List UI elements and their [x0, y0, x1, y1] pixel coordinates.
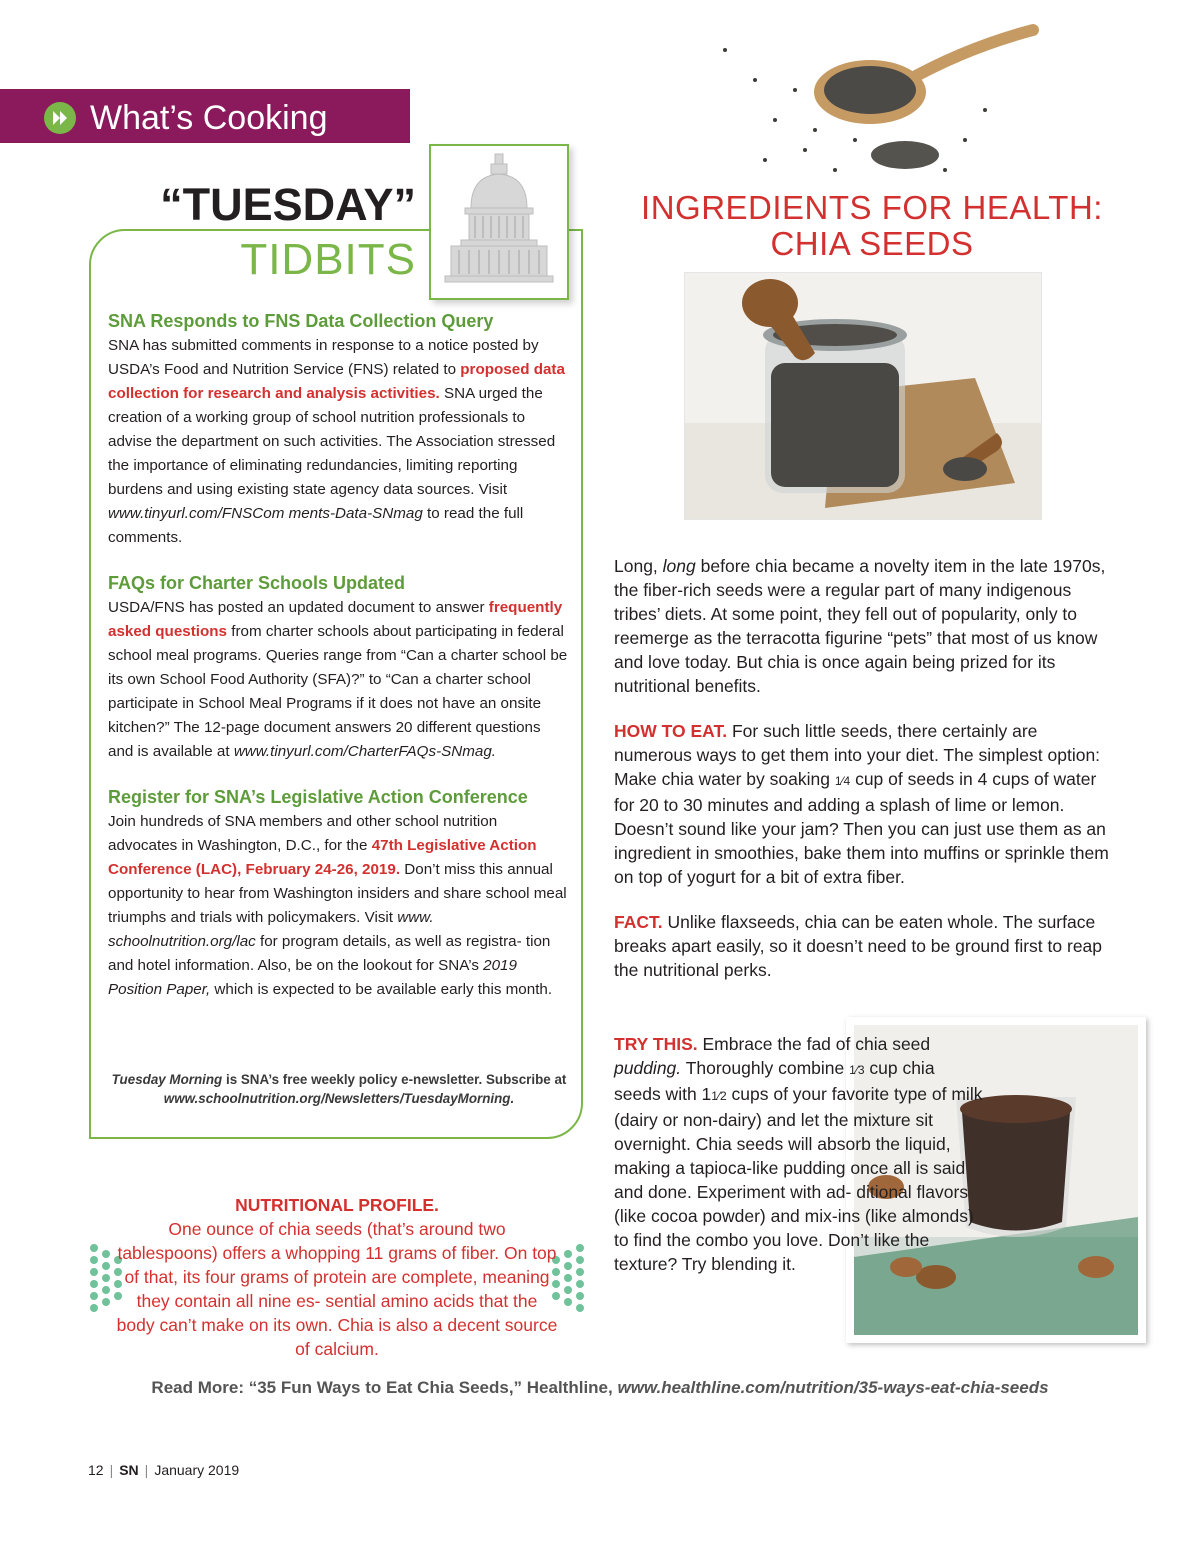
- item-heading-charter-faqs: FAQs for Charter Schools Updated: [108, 573, 406, 593]
- article-try-this: TRY THIS. Embrace the fad of chia seed pudding. Thoroughly combine 1⁄3 cup chia seeds with 11⁄2 cups of your favorite type of milk (dairy or non-dairy) and let the mixture sit overnight. Chia seeds will absorb the liquid, making a tapioca-like pudding once all is said and done. Experiment with ad- ditional flavors (like cocoa powder) and mix-ins (like almonds) to find the combo you love. Don’t like the texture? Try blending it.: [614, 1034, 983, 1274]
- position-paper-title: 2019 Position Paper,: [108, 957, 517, 998]
- nutritional-profile: [116, 1193, 558, 1361]
- tidbits-content: [108, 308, 570, 1022]
- chia-jar-photo: [684, 272, 1042, 520]
- newsletter-name: Tuesday Morning: [111, 1072, 223, 1087]
- section-title: What’s Cooking: [90, 99, 328, 137]
- fast-forward-icon: [44, 102, 76, 134]
- nutritional-profile-heading: NUTRITIONAL PROFILE.: [235, 1195, 439, 1215]
- read-more: Read More: “35 Fun Ways to Eat Chia Seeds,” Healthline, www.healthline.com/nutrition/35-ways-eat-chia-seeds: [151, 1378, 1049, 1397]
- item-body-charter-faqs: USDA/FNS has posted an updated document to answer frequently asked questions from charter schools about participating in federal school meal programs. Queries range from “Can a charter school be its own School Food Authority (SFA)?” to “Can a charter school participate in School Meal Programs if it does not have an onsite kitchen?” The 12-page document answers 20 different questions and is available at www.tinyurl.com/CharterFAQs-SNmag.: [108, 599, 568, 760]
- item-body-lac: Join hundreds of SNA members and other school nutrition advocates in Washington, D.C., for the 47th Legislative Action Conference (LAC), February 24-26, 2019. Don’t miss this annual opportunity to hear from Washington insiders and share school meal triumphs and trials with policymakers. Visit www. schoolnutrition.org/lac for program details, as well as registra- tion and hotel information. Also, be on the lookout for SNA’s 2019 Position Paper, which is expected to be available early this month.: [108, 813, 567, 998]
- article-fact: FACT. Unlike flaxseeds, chia can be eaten whole. The surface breaks apart easily, so it doesn’t need to be ground first to reap the nutritional perks.: [614, 912, 1103, 980]
- link-lac[interactable]: 47th Legislative Action Conference (LAC), February 24-26, 2019.: [108, 837, 537, 878]
- url-fns-comments[interactable]: www.tinyurl.com/FNSCom ments-Data-SNmag: [108, 505, 423, 522]
- url-lac[interactable]: www. schoolnutrition.org/lac: [108, 909, 434, 950]
- nutritional-profile-text: One ounce of chia seeds (that’s around two tablespoons) offers a whopping 11 grams of fiber. On top of that, its four grams of protein are complete, meaning they contain all nine es- sential amino acids that the body can’t make on its own. Chia is also a decent source of calcium.: [116, 1219, 558, 1359]
- read-more-url[interactable]: www.healthline.com/nutrition/35-ways-eat-chia-seeds: [617, 1378, 1049, 1397]
- tidbits-title-line2: TIDBITS: [240, 235, 416, 284]
- issue-date: January 2019: [154, 1462, 240, 1478]
- item-heading-data-collection: SNA Responds to FNS Data Collection Query: [108, 311, 494, 331]
- item-heading-lac: Register for SNA’s Legislative Action Conference: [108, 787, 528, 807]
- page-number: 12: [88, 1462, 104, 1478]
- tidbits-title-line1: “TUESDAY”: [160, 179, 416, 230]
- chia-spoon-photo: [665, 20, 1045, 180]
- link-data-collection[interactable]: proposed data collection for research and analysis activities.: [108, 361, 565, 402]
- article-title: INGREDIENTS FOR HEALTH: CHIA SEEDS: [641, 189, 1103, 262]
- article-body: [614, 554, 1114, 1003]
- article-how-to-eat: HOW TO EAT. For such little seeds, there certainly are numerous ways to get them into your diet. The simplest option: Make chia water by soaking 1⁄4 cup of seeds in 4 cups of water for 20 to 30 minutes and adding a splash of lime or lemon. Doesn’t sound like your jam? Then you can just use them as an ingredient in smoothies, bake them into muffins or sprinkle them on top of yogurt for a bit of extra fiber.: [614, 721, 1109, 887]
- newsletter-url[interactable]: www.schoolnutrition.org/Newsletters/TuesdayMorning.: [163, 1091, 515, 1106]
- publication-name: SN: [119, 1462, 139, 1478]
- link-faqs[interactable]: frequently asked questions: [108, 599, 563, 640]
- capitol-dome-icon: [429, 144, 569, 300]
- url-charter-faqs[interactable]: www.tinyurl.com/CharterFAQs-SNmag.: [233, 743, 497, 760]
- item-body-data-collection: SNA has submitted comments in response to a notice posted by USDA’s Food and Nutrition Service (FNS) related to proposed data collection for research and analysis activities. SNA urged the creation of a working group of school nutrition professionals to advise the department on such activities. The Association stressed the importance of eliminating redundancies, limiting reporting burdens and using existing state agency data sources. Visit www.tinyurl.com/FNSCom ments-Data-SNmag to read the full comments.: [108, 337, 565, 546]
- article-intro: Long, long before chia became a novelty item in the late 1970s, the fiber-rich seeds were a regular part of many indigenous tribes’ diets. At some point, they fell out of popularity, only to reemerge as the terracotta figurine “pets” that most of us know and love today. But chia is once again being prized for its nutritional benefits.: [614, 556, 1106, 696]
- page-footer: 12 | SN | January 2019: [88, 1462, 240, 1478]
- newsletter-note: Tuesday Morning is SNA’s free weekly policy e-newsletter. Subscribe at www.schoolnutrition.org/Newsletters/TuesdayMorning.: [111, 1072, 567, 1106]
